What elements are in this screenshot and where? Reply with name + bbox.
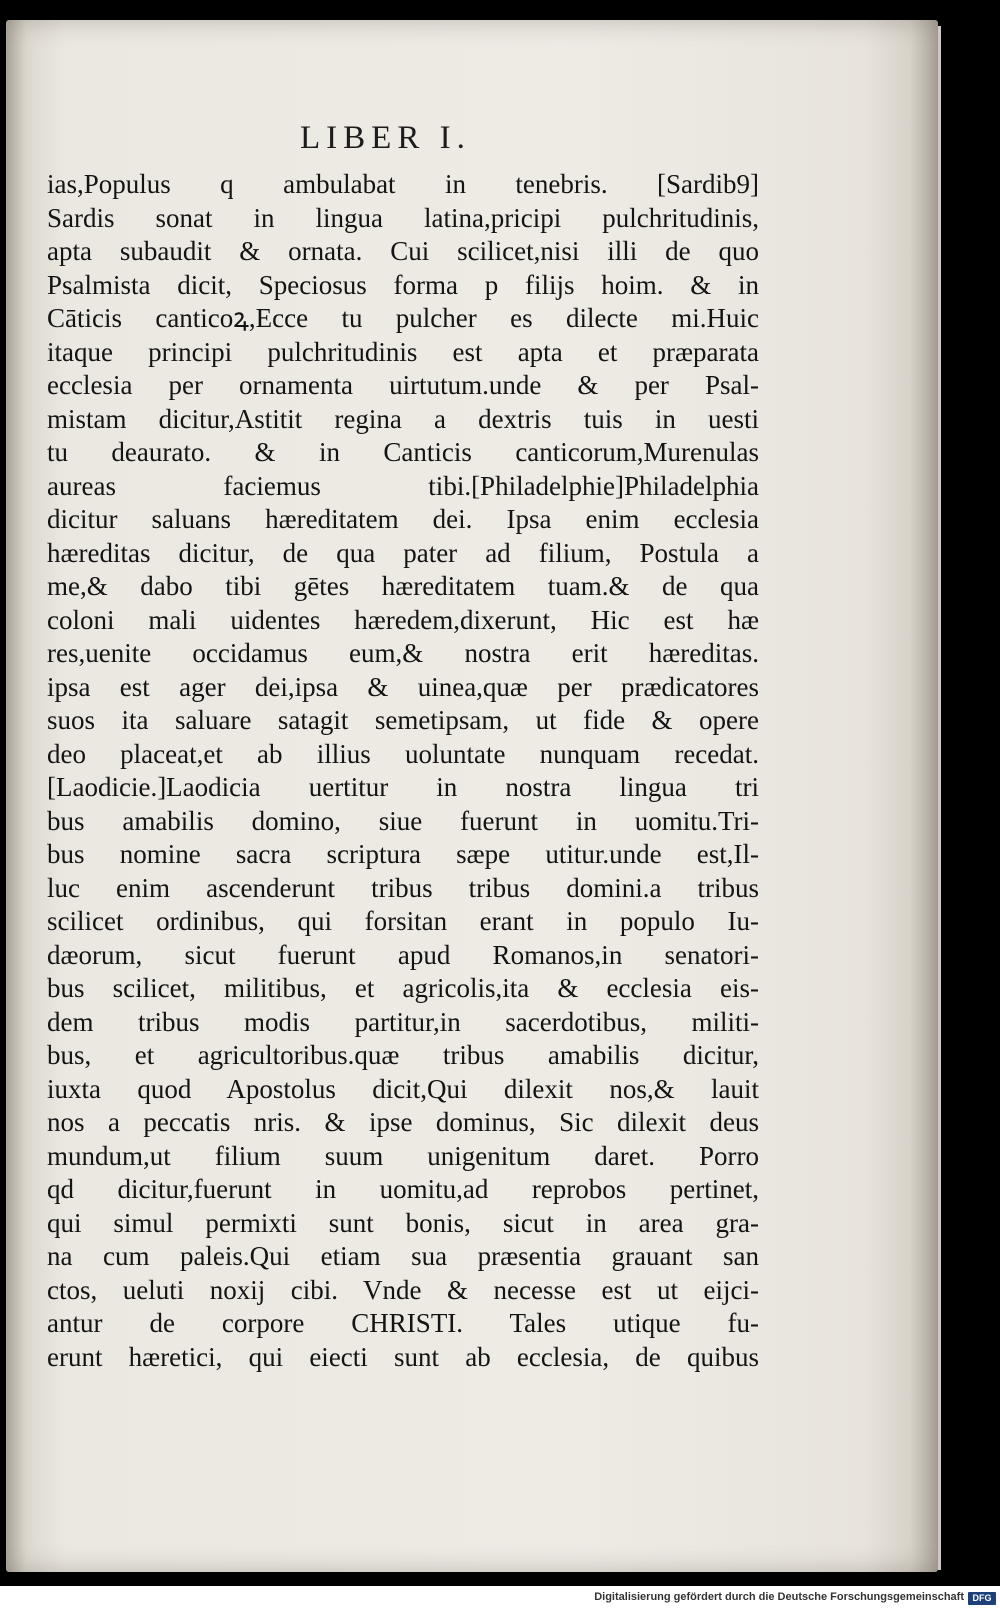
text-line: me,& dabo tibi gētes hæreditatem tuam.& de qua bbox=[47, 571, 759, 601]
text-line: suos ita saluare satagit semetipsam, ut fide & opere bbox=[47, 705, 759, 735]
text-line: na cum paleis.Qui etiam sua præsentia grauant san bbox=[47, 1241, 759, 1271]
text-line: ctos, ueluti noxij cibi. Vnde & necesse est ut eijci- bbox=[47, 1274, 759, 1305]
text-line: itaque principi pulchritudinis est apta et præparata bbox=[47, 336, 759, 367]
text-line: iuxta quod Apostolus dicit,Qui dilexit nos,& lauit bbox=[47, 1073, 759, 1104]
text-line: dæorum, sicut fuerunt apud Romanos,in senatori- bbox=[47, 939, 759, 970]
page-edge bbox=[938, 26, 941, 1570]
dfg-logo-icon: DFG bbox=[968, 1592, 996, 1605]
text-line: aureas faciemus tibi.[Philadelphie]Philadelphia bbox=[47, 470, 759, 501]
text-line: coloni mali uidentes hæredem,dixerunt, Hic est hæ bbox=[47, 604, 759, 635]
text-line: mundum,ut filium suum unigenitum daret. Porro bbox=[47, 1140, 759, 1171]
text-line: bus scilicet, militibus, et agricolis,ita & ecclesia eis- bbox=[47, 973, 759, 1003]
text-line: res,uenite occidamus eum,& nostra erit hæreditas. bbox=[47, 638, 759, 668]
text-line: Sardis sonat in lingua latina,pricipi pulchritudinis, bbox=[47, 202, 759, 233]
text-line: hæreditas dicitur, de qua pater ad filium, Postula a bbox=[47, 537, 759, 568]
text-block bbox=[47, 168, 759, 1374]
text-line: antur de corpore CHRISTI. Tales utique fu- bbox=[47, 1308, 759, 1338]
text-line: ias,Populus q ambulabat in tenebris. [Sardib9] bbox=[47, 169, 759, 199]
text-line: erunt hæretici, qui eiecti sunt ab ecclesia, de quibus bbox=[47, 1341, 759, 1372]
text-line: bus, et agricultoribus.quæ tribus amabilis dicitur, bbox=[47, 1040, 759, 1070]
text-line: nos a peccatis nris. & ipse dominus, Sic dilexit deus bbox=[47, 1107, 759, 1137]
text-line: bus nomine sacra scriptura sæpe utitur.unde est,Il- bbox=[47, 839, 759, 869]
text-line: apta subaudit & ornata. Cui scilicet,nisi illi de quo bbox=[47, 236, 759, 266]
text-line: qd dicitur,fuerunt in uomitu,ad reprobos pertinet, bbox=[47, 1174, 759, 1204]
text-line: ipsa est ager dei,ipsa & uinea,quæ per prædicatores bbox=[47, 671, 759, 702]
text-line: qui simul permixti sunt bonis, sicut in area gra- bbox=[47, 1207, 759, 1238]
text-line: ecclesia per ornamenta uirtutum.unde & per Psal- bbox=[47, 370, 759, 400]
text-line: Psalmista dicit, Speciosus forma p filijs hoim. & in bbox=[47, 269, 759, 300]
text-line: scilicet ordinibus, qui forsitan erant in populo Iu- bbox=[47, 906, 759, 936]
text-line: deo placeat,et ab illius uoluntate nunquam recedat. bbox=[47, 738, 759, 769]
funding-credit: Digitalisierung gefördert durch die Deutsche Forschungsgemeinschaft bbox=[594, 1591, 964, 1603]
text-line: mistam dicitur,Astitit regina a dextris tuis in uesti bbox=[47, 403, 759, 434]
running-head: LIBER I. bbox=[300, 120, 471, 156]
footer bbox=[0, 1590, 1000, 1608]
text-line: tu deaurato. & in Canticis canticorum,Murenulas bbox=[47, 437, 759, 467]
text-line: luc enim ascenderunt tribus tribus domini.a tribus bbox=[47, 872, 759, 903]
text-line: bus amabilis domino, siue fuerunt in uomitu.Tri- bbox=[47, 805, 759, 836]
text-line: [Laodicie.]Laodicia uertitur in nostra lingua tri bbox=[47, 772, 759, 802]
text-line: dem tribus modis partitur,in sacerdotibus, militi- bbox=[47, 1006, 759, 1037]
text-line: Cāticis canticoꝝ,Ecce tu pulcher es dilecte mi.Huic bbox=[47, 303, 759, 333]
text-line: dicitur saluans hæreditatem dei. Ipsa enim ecclesia bbox=[47, 504, 759, 534]
book-page bbox=[6, 20, 938, 1572]
